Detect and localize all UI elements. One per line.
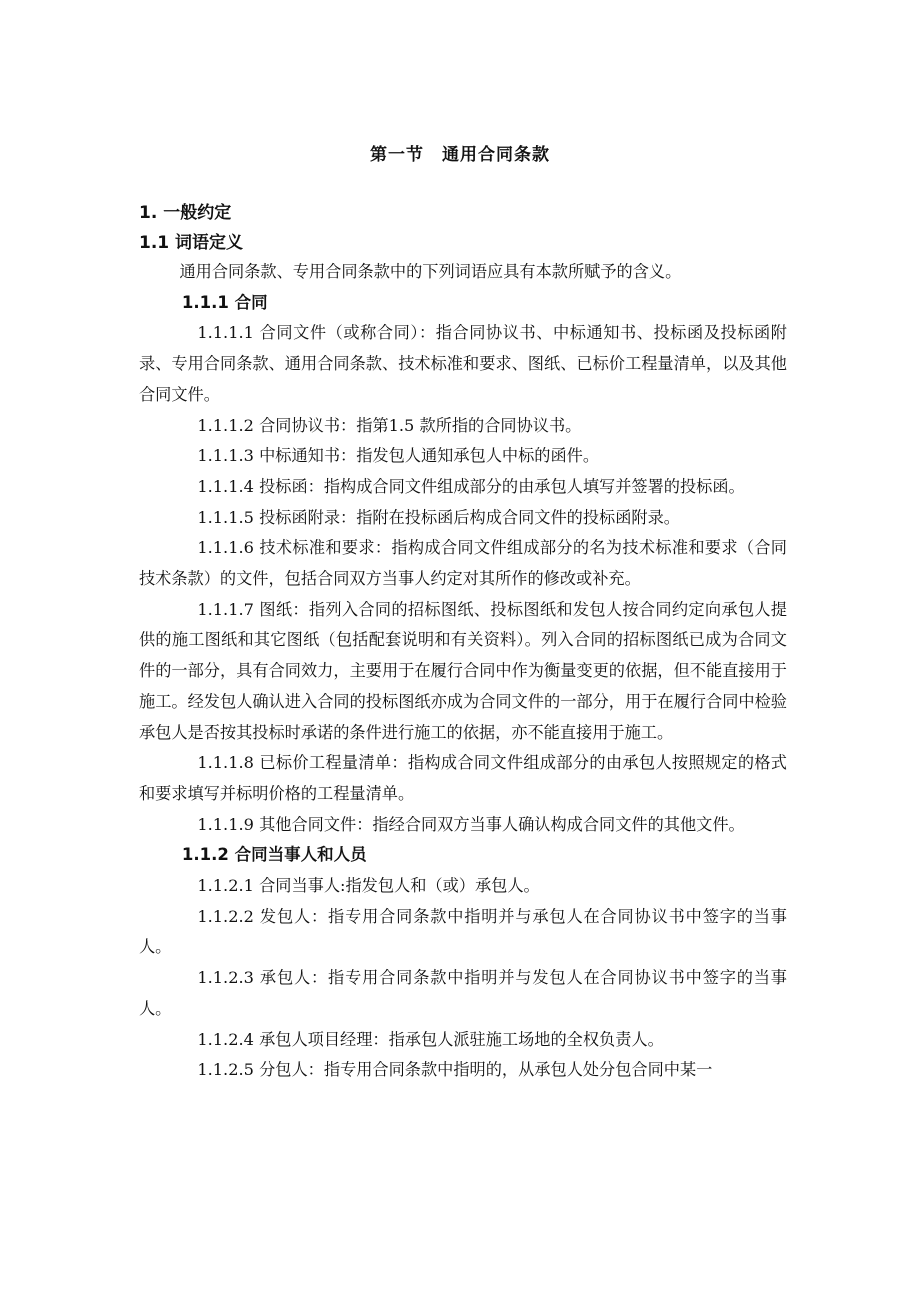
document-body bbox=[139, 257, 787, 1086]
clause-1-1-2-3: 1.1.2.3 承包人：指专用合同条款中指明并与发包人在合同协议书中签字的当事人。 bbox=[139, 968, 787, 1018]
clause-1-1-1-9: 1.1.1.9 其他合同文件：指经合同双方当事人确认构成合同文件的其他文件。 bbox=[197, 814, 745, 834]
clause-1-1-2-4: 1.1.2.4 承包人项目经理：指承包人派驻施工场地的全权负责人。 bbox=[197, 1029, 664, 1049]
clause-1-1-2-2: 1.1.2.2 发包人：指专用合同条款中指明并与承包人在合同协议书中签字的当事人。 bbox=[139, 906, 787, 957]
clause-1-1-1-4: 1.1.1.4 投标函：指构成合同文件组成部分的由承包人填写并签署的投标函。 bbox=[197, 476, 745, 496]
clause-1-1-2-5: 1.1.2.5 分包人：指专用合同条款中指明的，从承包人处分包合同中某一 bbox=[197, 1060, 713, 1080]
clause-1-1-1-1: 1.1.1.1 合同文件（或称合同）：指合同协议书、中标通知书、投标函及投标函附录、专用合同条款、通用合同条款、技术标准和要求、图纸、已标价工程量清单，以及其他合同文件。 bbox=[139, 323, 787, 404]
section-title: 第一节 通用合同条款 bbox=[370, 145, 550, 165]
clause-1-1-1-8: 1.1.1.8 已标价工程量清单：指构成合同文件组成部分的由承包人按照规定的格式和要求填写并标明价格的工程量清单。 bbox=[139, 753, 787, 803]
heading-definitions: 1.1 词语定义 bbox=[139, 233, 244, 253]
clause-1-1-1-7: 1.1.1.7 图纸：指列入合同的招标图纸、投标图纸和发包人按合同约定向承包人提供的施工图纸和其它图纸（包括配套说明和有关资料）。列入合同的招标图纸已成为合同文件的一部分，具有合同效力，主要用于在履行合同中作为衡量变更的依据，但不能直接用于施工。经发包人确认进入合同的投标图纸亦成为合同文件的一部分，用于在履行合同中检验承包人是否按其投标时承诺的条件进行施工的依据，亦不能直接用于施工。 bbox=[139, 599, 787, 742]
clause-1-1-1-5: 1.1.1.5 投标函附录：指附在投标函后构成合同文件的投标函附录。 bbox=[197, 507, 680, 527]
clause-1-1-1-6: 1.1.1.6 技术标准和要求：指构成合同文件组成部分的名为技术标准和要求（合同技术条款）的文件，包括合同双方当事人约定对其所作的修改或补充。 bbox=[139, 538, 787, 589]
clause-1-1-1-2: 1.1.1.2 合同协议书：指第1.5 款所指的合同协议书。 bbox=[197, 415, 582, 435]
intro-paragraph: 通用合同条款、专用合同条款中的下列词语应具有本款所赋予的含义。 bbox=[179, 262, 682, 281]
heading-general-provisions: 1. 一般约定 bbox=[139, 203, 232, 223]
subheading-contract: 1.1.1 合同 bbox=[181, 292, 268, 312]
subheading-parties-and-personnel: 1.1.2 合同当事人和人员 bbox=[181, 845, 367, 865]
clause-1-1-2-1: 1.1.2.1 合同当事人:指发包人和（或）承包人。 bbox=[197, 876, 540, 896]
clause-1-1-1-3: 1.1.1.3 中标通知书：指发包人通知承包人中标的函件。 bbox=[197, 446, 600, 466]
